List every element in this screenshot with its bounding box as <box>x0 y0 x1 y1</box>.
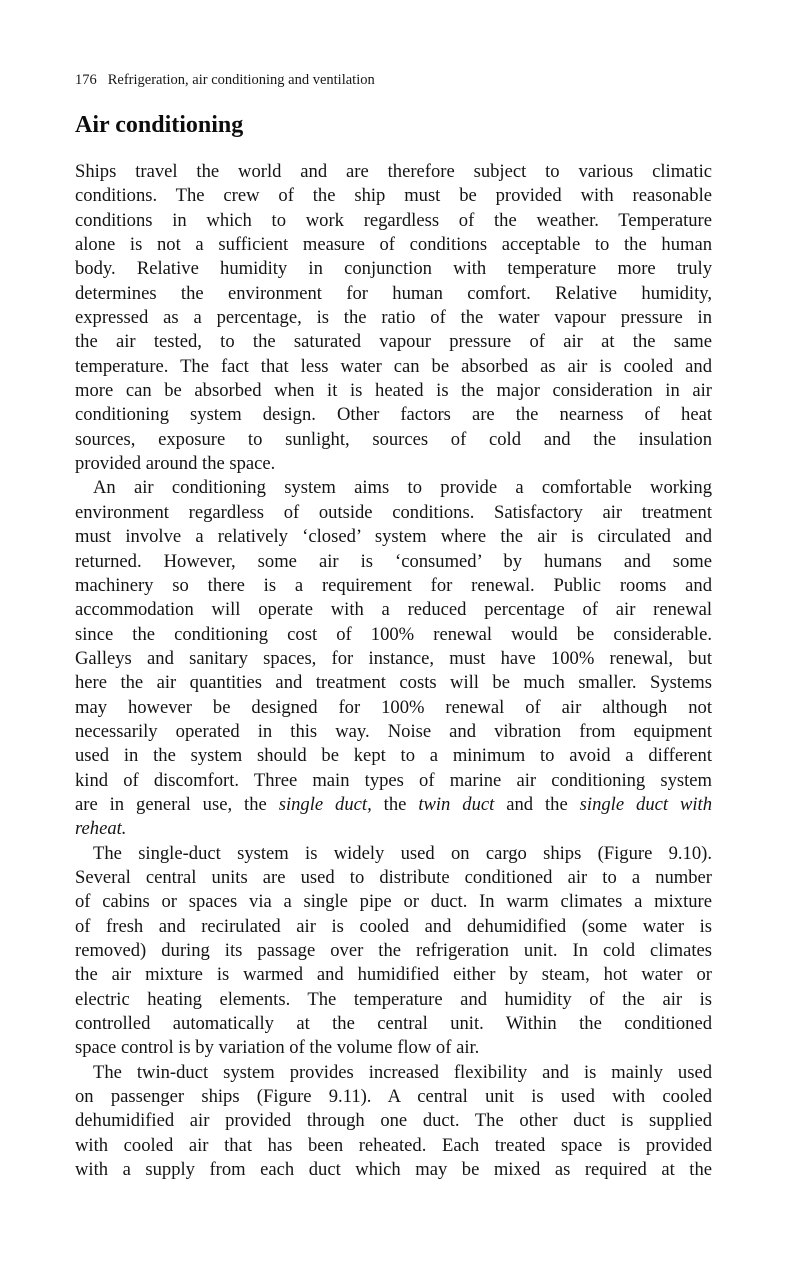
text-line: since the conditioning cost of 100% renewal would be considerable. <box>75 623 712 645</box>
page-number: 176 <box>75 72 97 88</box>
text-line: conditioning system design. Other factors are the nearness of heat <box>75 404 712 426</box>
italic-term-single-duct-with: single duct with <box>579 793 712 815</box>
text-line-indented <box>75 476 712 500</box>
text-run: the <box>371 793 419 815</box>
text-line: provided around the space. <box>75 453 276 475</box>
text-line: dehumidified air provided through one duct. The other duct is supplied <box>75 1110 712 1132</box>
text-line-indented <box>75 1061 712 1085</box>
text-line-with-italics <box>75 793 712 817</box>
paragraph-intro <box>75 160 712 476</box>
paragraph-twin-duct <box>75 1061 712 1183</box>
text-line: alone is not a sufficient measure of conditions acceptable to the human <box>75 234 712 256</box>
text-line: the air mixture is warmed and humidified either by steam, hot water or <box>75 964 712 986</box>
text-line: body. Relative humidity in conjunction with temperature more truly <box>75 258 712 280</box>
text-line: accommodation will operate with a reduced percentage of air renewal <box>75 599 712 621</box>
text-line: determines the environment for human comfort. Relative humidity, <box>75 282 712 304</box>
text-line: conditions. The crew of the ship must be provided with reasonable <box>75 185 712 207</box>
text-line: of cabins or spaces via a single pipe or duct. In warm climates a mixture <box>75 891 712 913</box>
body-text <box>75 160 712 1182</box>
paragraph-systems <box>75 476 712 841</box>
italic-term-reheat: reheat. <box>75 818 127 840</box>
text-line: Several central units are used to distribute conditioned air to a number <box>75 866 712 888</box>
text-line: may however be designed for 100% renewal of air although not <box>75 696 712 718</box>
text-line <box>75 817 712 841</box>
text-run: are in general use, the <box>75 793 279 815</box>
text-line-indented <box>75 842 712 866</box>
text-line: must involve a relatively ‘closed’ system where the air is circulated and <box>75 526 712 548</box>
text-line: temperature. The fact that less water can be absorbed as air is cooled and <box>75 355 712 377</box>
italic-term-twin-duct: twin duct <box>418 793 495 815</box>
text-line: on passenger ships (Figure 9.11). A central unit is used with cooled <box>75 1086 712 1108</box>
text-line: kind of discomfort. Three main types of marine air conditioning system <box>75 769 712 791</box>
running-head <box>75 71 375 89</box>
text-line: with cooled air that has been reheated. Each treated space is provided <box>75 1134 712 1156</box>
text-line: with a supply from each duct which may be mixed as required at the <box>75 1159 712 1181</box>
text-line: controlled automatically at the central unit. Within the conditioned <box>75 1013 712 1035</box>
text-line: sources, exposure to sunlight, sources of cold and the insulation <box>75 428 712 450</box>
text-line: more can be absorbed when it is heated is the major consideration in air <box>75 380 712 402</box>
text-line: used in the system should be kept to a minimum to avoid a different <box>75 745 712 767</box>
paragraph-single-duct <box>75 842 712 1061</box>
italic-term-single-duct: single duct, <box>278 793 372 815</box>
text-line: The twin-duct system provides increased flexibility and is mainly used <box>93 1061 712 1083</box>
text-line: electric heating elements. The temperature and humidity of the air is <box>75 988 712 1010</box>
text-line: removed) during its passage over the refrigeration unit. In cold climates <box>75 940 712 961</box>
text-line: here the air quantities and treatment costs will be much smaller. Systems <box>75 672 712 694</box>
running-head-title: Refrigeration, air conditioning and ventilation <box>107 72 375 88</box>
text-line: the air tested, to the saturated vapour pressure of air at the same <box>75 331 712 353</box>
text-line: Galleys and sanitary spaces, for instance, must have 100% renewal, but <box>75 647 712 669</box>
text-line: space control is by variation of the volume flow of air. <box>75 1037 480 1059</box>
text-line: returned. However, some air is ‘consumed’ by humans and some <box>75 550 712 572</box>
text-line: expressed as a percentage, is the ratio of the water vapour pressure in <box>75 307 712 329</box>
text-line: necessarily operated in this way. Noise and vibration from equipment <box>75 720 712 742</box>
text-line: of fresh and recirulated air is cooled and dehumidified (some water is <box>75 915 712 937</box>
text-line: Ships travel the world and are therefore subject to various climatic <box>75 161 712 182</box>
text-line: environment regardless of outside conditions. Satisfactory air treatment <box>75 501 712 523</box>
text-line: The single-duct system is widely used on cargo ships (Figure 9.10). <box>93 842 712 864</box>
text-line: conditions in which to work regardless of the weather. Temperature <box>75 209 712 231</box>
text-line: machinery so there is a requirement for renewal. Public rooms and <box>75 574 712 596</box>
section-heading: Air conditioning <box>75 112 244 138</box>
text-run: and the <box>494 793 580 815</box>
text-line: An air conditioning system aims to provide a comfortable working <box>93 477 712 499</box>
